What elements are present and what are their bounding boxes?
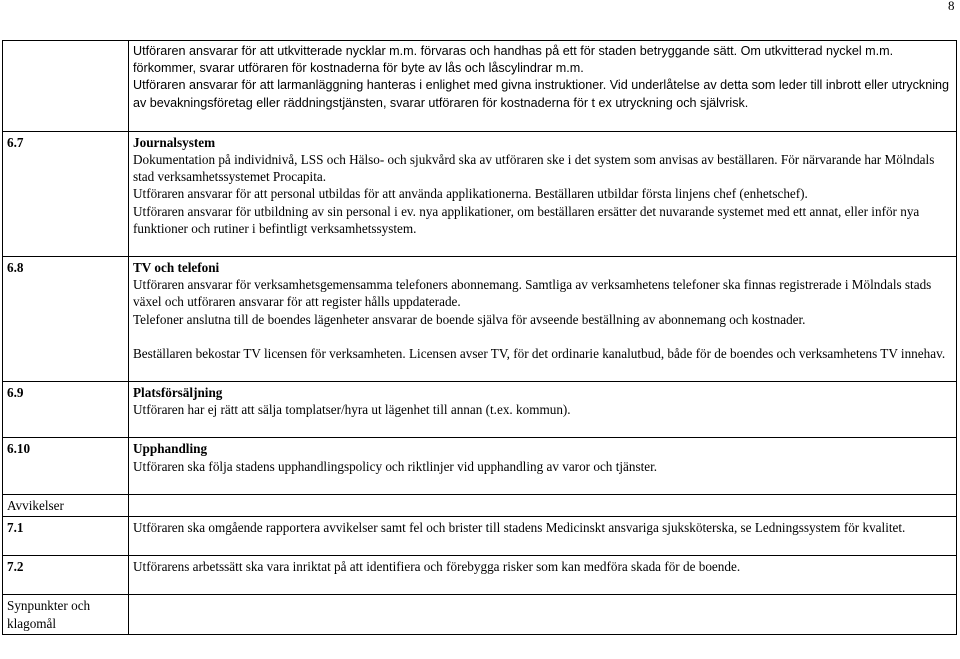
- section-text-cell: [129, 257, 957, 382]
- paragraph: Utföraren ansvarar för utbildning av sin personal i ev. nya applikationer, om beställaren ersätter det nuvarande systemet med ett annat, eller inför nya funktioner och rutiner i befintligt verksamhetssystem.: [133, 203, 920, 236]
- paragraph: Utföraren ansvarar för att utkvitterade nycklar m.m. förvaras och handhas på ett för staden betryggande sätt. Om utkvitterad nyckel m.m. förkommer, svarar utföraren för kostnaderna för byte av lås och låscylindrar m.m.: [133, 44, 894, 76]
- section-text-cell: [129, 438, 957, 494]
- document-table: [2, 40, 957, 635]
- table-row: [3, 382, 957, 438]
- paragraph: Utföraren har ej rätt att sälja tomplatser/hyra ut lägenhet till annan (t.ex. kommun).: [133, 402, 571, 418]
- section-number-cell: [3, 41, 129, 132]
- section-title: Journalsystem: [133, 134, 216, 150]
- table-row: [3, 595, 957, 634]
- avvikelser-label: Avvikelser: [3, 494, 129, 516]
- table-row: [3, 517, 957, 556]
- table-row: [3, 131, 957, 256]
- section-text-cell: [129, 382, 957, 438]
- section-title: TV och telefoni: [133, 260, 220, 276]
- paragraph: Telefoner anslutna till de boendes lägenheter ansvarar de boende själva för avseende beställning av abonnemang och kostnader.: [133, 311, 806, 327]
- section-number: 6.7: [3, 131, 129, 256]
- paragraph: Dokumentation på individnivå, LSS och Hälso- och sjukvård ska av utföraren ske i det system som anvisas av beställaren. För närvarande har Mölndals stad verksamhetssystemet Procapita.: [133, 152, 935, 185]
- section-number: 6.9: [3, 382, 129, 438]
- section-text-cell: [129, 556, 957, 595]
- paragraph: Beställaren bekostar TV licensen för verksamheten. Licensen avser TV, för det ordinarie kanalutbud, både för de boendes och verksamhetens TV innehav.: [133, 345, 946, 361]
- section-text-cell: [129, 517, 957, 556]
- table-row: [3, 41, 957, 132]
- sentence: Vid underlåtelse av detta som leder till inbrott eller utryckning av bevakningsföretag eller räddningstjänsten, svarar utföraren för kostnaderna för t ex utryckning och självrisk.: [133, 78, 950, 110]
- section-number: 6.10: [3, 438, 129, 494]
- paragraph: [133, 77, 952, 111]
- paragraph: Utföraren ska omgående rapportera avvikelser samt fel och brister till stadens Medicinskt ansvariga sjuksköterska, se Ledningssystem för kvalitet.: [133, 520, 906, 536]
- section-number: 7.1: [3, 517, 129, 556]
- table-row: [3, 494, 957, 516]
- section-text-cell: [129, 131, 957, 256]
- paragraph: Utförarens arbetssätt ska vara inriktat på att identifiera och förebygga risker som kan medföra skada för de boende.: [133, 559, 741, 575]
- table-row: [3, 257, 957, 382]
- section-text-cell: [129, 494, 957, 516]
- section-number: 7.2: [3, 556, 129, 595]
- section-text-cell: [129, 595, 957, 634]
- paragraph: Utföraren ska följa stadens upphandlingspolicy och riktlinjer vid upphandling av varor och tjänster.: [133, 458, 658, 474]
- table-row: [3, 438, 957, 494]
- section-number: 6.8: [3, 257, 129, 382]
- section-title: Upphandling: [133, 441, 208, 457]
- page-number: 8: [948, 0, 955, 13]
- section-text-cell: [129, 41, 957, 132]
- table-row: [3, 556, 957, 595]
- sentence: Utföraren ansvarar för att larmanläggning hanteras i enlighet med givna instruktioner.: [133, 78, 607, 93]
- paragraph: Utföraren ansvarar för verksamhetsgemensamma telefoners abonnemang. Samtliga av verksamhetens telefoner ska finnas registrerade i Mölndals stads växel och utföraren ansvarar för att register hålls uppdaterade.: [133, 277, 932, 310]
- section-title: Platsförsäljning: [133, 385, 223, 401]
- paragraph: Utföraren ansvarar för att personal utbildas för att använda applikationerna. Beställaren utbildar första linjens chef (enhetschef).: [133, 186, 808, 202]
- synpunkter-label: Synpunkter och klagomål: [3, 595, 129, 634]
